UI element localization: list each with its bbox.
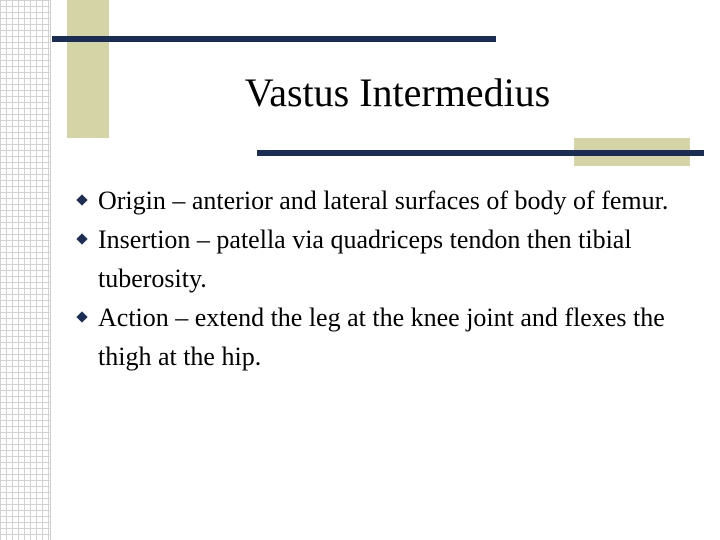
bullet-item-origin [70, 181, 690, 220]
title-rule-top [52, 36, 496, 42]
diamond-bullet-icon [70, 181, 98, 220]
bullet-item-action [70, 298, 690, 376]
title-rule-bottom [257, 150, 704, 156]
bullet-text: Origin – anterior and lateral surfaces of body of femur. [98, 186, 669, 215]
accent-block-top [67, 0, 109, 138]
decorative-grid-strip [0, 0, 50, 540]
slide-title: Vastus Intermedius [244, 70, 551, 115]
bullet-item-insertion [70, 220, 690, 298]
grid-strip-edge [50, 0, 51, 540]
diamond-bullet-icon [70, 220, 98, 259]
bullet-text: Insertion – patella via quadriceps tendon then tibial tuberosity. [98, 225, 632, 293]
bullet-list [70, 181, 690, 376]
diamond-bullet-icon [70, 298, 98, 337]
bullet-text: Action – extend the leg at the knee joint and flexes the thigh at the hip. [98, 303, 665, 371]
